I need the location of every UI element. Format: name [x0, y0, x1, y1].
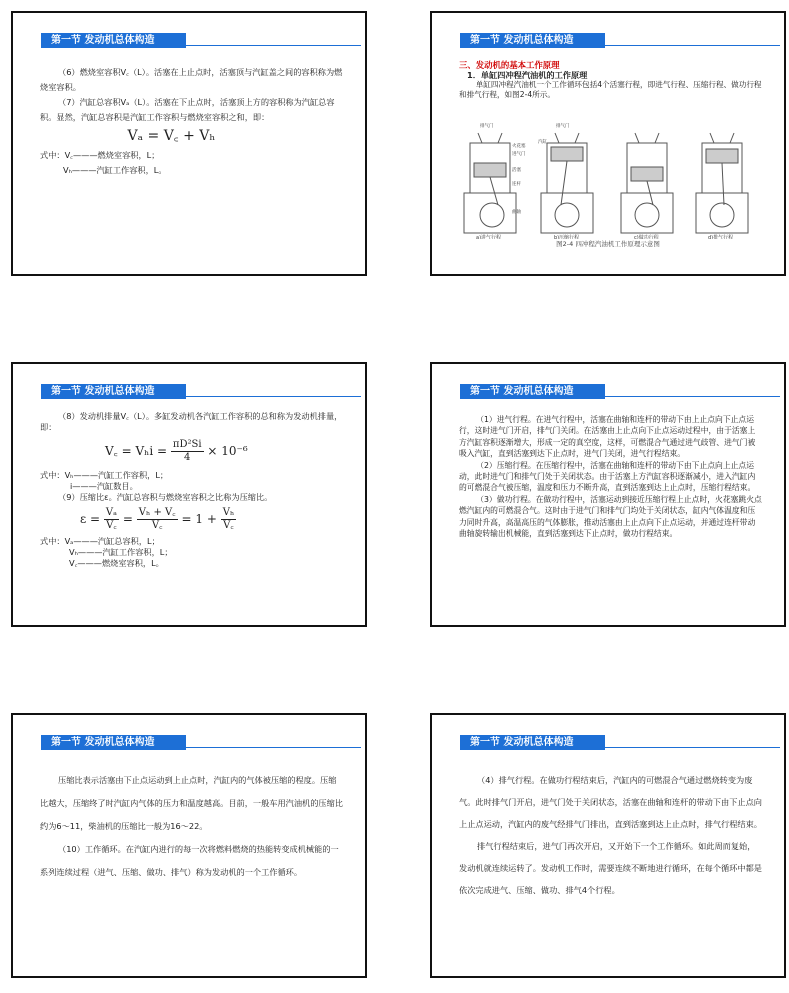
slide-body: [459, 414, 762, 539]
slide-body: [40, 411, 343, 569]
label-piston: 活塞: [512, 168, 521, 173]
formula-part: V꜀ = Vₕi =: [105, 444, 168, 458]
figure-caption: 图2-4 四冲程汽油机工作原理示意图: [556, 240, 660, 248]
paragraph: （3）做功行程。在做功行程中，活塞运动到接近压缩行程上止点时，火花塞跳火点燃汽缸内的可燃混合气。这时由于进气门和排气门均处于关闭状态，缸内气体温度和压力同时升高，高温高压的气体膨胀，推动活塞由上止点向下止点运动，并通过连杆带动曲轴旋转输出机械能，直到活塞到达下止点时，做功行程结束。: [459, 494, 762, 539]
definition: Vₕ———汽缸工作容积，L；: [69, 547, 173, 557]
paragraph: 单缸四冲程汽油机一个工作循环包括4个活塞行程，即进气行程、压缩行程、做功行程和排气行程，如图2-4所示。: [459, 80, 762, 99]
formula-part: ε =: [80, 512, 101, 526]
formula-compression-ratio: [80, 507, 343, 532]
slide-header: 第一节 发动机总体构造: [460, 735, 605, 750]
label-intake-valve: 进气门: [512, 152, 526, 157]
numerator: Vₐ: [105, 507, 118, 518]
section-title: 三、发动机的基本工作原理: [459, 60, 560, 70]
definition: 式中：Vₕ———汽缸工作容积，L；: [40, 470, 169, 480]
formula-displacement: [105, 439, 343, 464]
caption-power: c)做功行程: [634, 235, 659, 239]
subsection-title: 1．单缸四冲程汽油机的工作原理: [467, 70, 588, 80]
slide-1: [11, 11, 367, 276]
denominator: 4: [184, 452, 191, 463]
definition: 式中：V꜀———燃烧室容积，L；: [40, 150, 160, 160]
formula-part: =: [122, 512, 133, 526]
formula-total-volume: Vₐ = V꜀ + Vₕ: [127, 128, 216, 144]
definition: i———汽缸数目。: [70, 481, 138, 491]
paragraph: （8）发动机排量V꜀（L）。多缸发动机各汽缸工作容积的总和称为发动机排量，即：: [40, 411, 343, 432]
numerator: Vₕ + V꜀: [138, 507, 176, 518]
slide-header: 第一节 发动机总体构造: [41, 735, 186, 750]
definition: 式中：Vₐ———汽缸总容积，L；: [40, 536, 160, 546]
label-exhaust-valve: 排气门: [480, 124, 494, 129]
slide-6: [430, 713, 786, 978]
slide-body: [40, 769, 343, 884]
paragraph: （1）进气行程。在进气行程中，活塞在曲轴和连杆的带动下由上止点向下止点运行，这时进气门开启，排气门关闭。在活塞由上止点向下止点运动过程中，由于活塞上方汽缸容积逐渐增大，形成一定的真空度，这样，可燃混合气通过进气歧管、进气门被吸入汽缸，直到活塞到达下止点时，进气门关闭，进气行程结束。: [459, 415, 756, 459]
caption-intake: a)进气行程: [476, 235, 502, 239]
engine-diagram: [462, 121, 752, 239]
denominator: V꜀: [106, 520, 117, 531]
slide-2: [430, 11, 786, 276]
label-spark-plug: 火花塞: [512, 144, 526, 149]
formula-part: × 10⁻⁶: [207, 444, 248, 458]
paragraph: （10）工作循环。在汽缸内进行的每一次将燃料燃烧的热能转变成机械能的一系列连续过程（进气、压缩、做功、排气）称为发动机的一个工作循环。: [40, 844, 339, 877]
slide-body: [459, 769, 762, 901]
label-connecting-rod: 连杆: [512, 182, 521, 187]
paragraph: （2）压缩行程。在压缩行程中，活塞在曲轴和连杆的带动下由下止点向上止点运动，此时进气门和排气门处于关闭状态。由于活塞上方汽缸容积逐渐减小，进入汽缸内的可燃混合气被压缩，温度和压力不断升高，直到活塞到达上止点时，压缩行程结束。: [459, 460, 756, 493]
fraction: [137, 507, 178, 532]
slide-header: 第一节 发动机总体构造: [41, 33, 186, 48]
definition: V꜀———燃烧室容积，L。: [69, 558, 164, 568]
paragraph: 压缩比表示活塞由下止点运动到上止点时，汽缸内的气体被压缩的程度。压缩比越大，压缩终了时汽缸内气体的压力和温度越高。目前，一般车用汽油机的压缩比约为6～11，柴油机的压缩比一般为16～22。: [40, 775, 343, 831]
slide-5: [11, 713, 367, 978]
slide-4: [430, 362, 786, 627]
slide-3: [11, 362, 367, 627]
formula-part: = 1 +: [181, 512, 217, 526]
numerator: πD²Si: [172, 439, 202, 450]
slide-header: 第一节 发动机总体构造: [460, 384, 605, 399]
label-exhaust-valve-2: 排气门: [556, 124, 570, 129]
numerator: Vₕ: [222, 507, 235, 518]
paragraph: （6）燃烧室容积V꜀（L）。活塞在上止点时，活塞顶与汽缸盖之间的容积称为燃烧室容积。: [40, 67, 343, 92]
caption-exhaust: d)排气行程: [708, 235, 734, 239]
slide-header: 第一节 发动机总体构造: [460, 33, 605, 48]
fraction: [171, 439, 204, 464]
paragraph: （4）排气行程。在做功行程结束后，汽缸内的可燃混合气通过燃烧转变为废气。此时排气门开启，进气门处于关闭状态，活塞在曲轴和连杆的带动下由下止点向上止点运动，汽缸内的废气经排气门排出，直到活塞到达上止点时，排气行程结束。: [459, 775, 762, 829]
paragraph: （9）压缩比ε。汽缸总容积与燃烧室容积之比称为压缩比。: [58, 492, 273, 502]
label-cylinder: 汽缸: [538, 140, 547, 145]
slide-body: [459, 60, 762, 100]
definition: Vₕ———汽缸工作容积，L。: [63, 165, 167, 175]
four-stroke-figure: [462, 121, 752, 239]
paragraph: （7）汽缸总容积Vₐ（L）。活塞在下止点时，活塞顶上方的容积称为汽缸总容积。显然，汽缸总容积是汽缸工作容积与燃烧室容积之和，即：: [40, 97, 335, 122]
label-crankshaft: 曲轴: [512, 210, 521, 215]
fraction: [221, 507, 237, 532]
slide-body: [40, 65, 343, 176]
paragraph: 排气行程结束后，进气门再次开启，又开始下一个工作循环。如此周而复始，发动机就连续运转了。发动机工作时，需要连续不断地进行循环，在每个循环中都是依次完成进气、压缩、做功、排气4个行程。: [459, 841, 762, 895]
fraction: [104, 507, 119, 532]
slide-header: 第一节 发动机总体构造: [41, 384, 186, 399]
caption-compression: b)压缩行程: [554, 235, 580, 239]
denominator: V꜀: [223, 520, 234, 531]
denominator: V꜀: [151, 520, 163, 531]
